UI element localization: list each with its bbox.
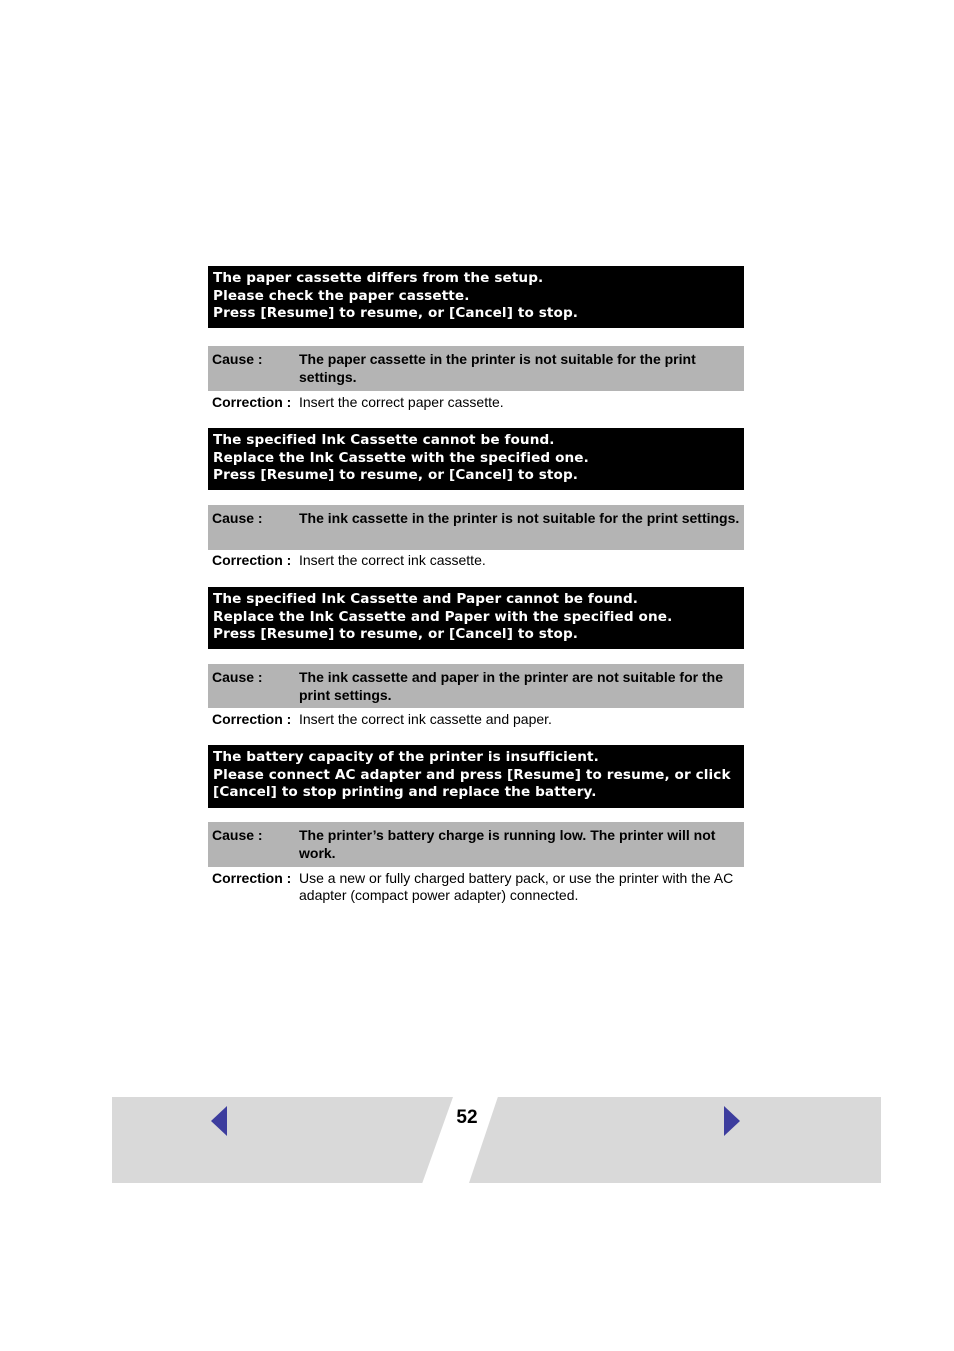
error-message-line: Please connect AC adapter and press [Resume] to resume, or click: [213, 766, 731, 783]
correction-row: [208, 394, 744, 411]
cause-text: The ink cassette and paper in the printer are not suitable for the print settings.: [299, 669, 723, 703]
correction-label: Correction :: [212, 870, 292, 886]
nav-bar-right: [469, 1097, 881, 1183]
next-page-arrow-icon[interactable]: [724, 1106, 740, 1136]
cause-text: The paper cassette in the printer is not suitable for the print settings.: [299, 351, 696, 385]
cause-text: The ink cassette in the printer is not suitable for the print settings.: [299, 510, 740, 526]
cause-label: Cause :: [212, 351, 263, 367]
cause-label: Cause :: [212, 510, 263, 526]
cause-label: Cause :: [212, 669, 263, 685]
previous-page-arrow-icon[interactable]: [211, 1106, 227, 1136]
correction-text: Insert the correct ink cassette and paper.: [299, 711, 552, 727]
nav-bar-left: [112, 1097, 453, 1183]
error-message-line: Replace the Ink Cassette and Paper with the specified one.: [213, 608, 673, 625]
correction-label: Correction :: [212, 552, 292, 568]
correction-row: [208, 870, 744, 904]
error-message-box: [208, 745, 744, 808]
correction-text: Insert the correct paper cassette.: [299, 394, 504, 410]
error-message-line: The battery capacity of the printer is insufficient.: [213, 749, 599, 765]
error-message-box: [208, 266, 744, 328]
error-message-line: The paper cassette differs from the setup.: [213, 270, 544, 286]
error-message-box: [208, 428, 744, 490]
error-message-line: Press [Resume] to resume, or [Cancel] to stop.: [213, 626, 579, 643]
cause-row: [208, 822, 744, 867]
error-message-line: Press [Resume] to resume, or [Cancel] to stop.: [213, 305, 579, 322]
cause-row: [208, 505, 744, 550]
cause-text: The printer’s battery charge is running low. The printer will not work.: [299, 827, 716, 861]
correction-label: Correction :: [212, 394, 292, 410]
error-message-line: Please check the paper cassette.: [213, 287, 470, 304]
error-message-line: The specified Ink Cassette and Paper cannot be found.: [213, 591, 639, 607]
correction-label: Correction :: [212, 711, 292, 727]
cause-row: [208, 346, 744, 391]
error-message-box: [208, 587, 744, 649]
correction-text: Use a new or fully charged battery pack, or use the printer with the AC adapter (compact power adapter) connected.: [299, 870, 734, 903]
error-message-line: Replace the Ink Cassette with the specified one.: [213, 449, 589, 466]
error-message-line: Press [Resume] to resume, or [Cancel] to stop.: [213, 467, 579, 484]
cause-row: [208, 664, 744, 708]
error-message-line: The specified Ink Cassette cannot be found.: [213, 432, 555, 448]
correction-row: [208, 711, 744, 728]
correction-text: Insert the correct ink cassette.: [299, 552, 486, 568]
cause-label: Cause :: [212, 827, 263, 843]
correction-row: [208, 552, 744, 569]
error-message-line: [Cancel] to stop printing and replace the battery.: [213, 784, 597, 801]
page-number: 52: [456, 1107, 478, 1128]
